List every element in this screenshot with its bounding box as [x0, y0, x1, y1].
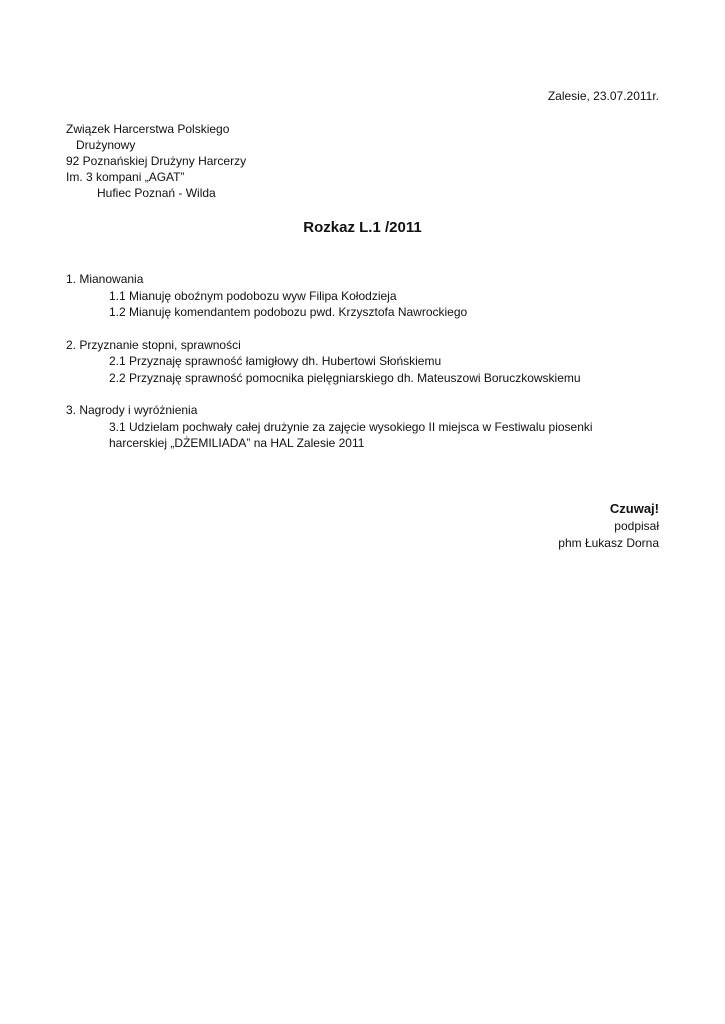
signed-label: podpisał — [614, 519, 659, 533]
sender-line: 92 Poznańskiej Drużyny Harcerzy — [66, 154, 247, 168]
closing-greeting: Czuwaj! — [609, 501, 659, 516]
section-item: 2.1 Przyznaję sprawność łamigłowy dh. Hubertowi Słońskiemu — [109, 354, 442, 368]
section-item: 2.2 Przyznaję sprawność pomocnika pielęgniarskiego dh. Mateuszowi Boruczkowskiemu — [109, 371, 581, 385]
section-heading: 3. Nagrody i wyróżnienia — [66, 403, 198, 417]
page-title: Rozkaz L.1 /2011 — [303, 219, 422, 236]
sender-line: Związek Harcerstwa Polskiego — [66, 122, 230, 136]
section-heading: 1. Mianowania — [66, 272, 144, 286]
section-heading: 2. Przyznanie stopni, sprawności — [66, 338, 241, 352]
section-item: 3.1 Udzielam pochwały całej drużynie za zajęcie wysokiego II miejsca w Festiwalu piosenki — [109, 420, 593, 434]
signer-name: phm Łukasz Dorna — [558, 536, 659, 550]
section-item: harcerskiej „DŻEMILIADA” na HAL Zalesie 2011 — [109, 436, 365, 450]
sender-line: Im. 3 kompani „AGAT” — [66, 170, 185, 184]
place-date: Zalesie, 23.07.2011r. — [547, 89, 659, 103]
section-item: 1.1 Mianuję oboźnym podobozu wyw Filipa Kołodzieja — [109, 289, 397, 303]
sender-line: Hufiec Poznań - Wilda — [97, 186, 216, 200]
section-item: 1.2 Mianuję komendantem podobozu pwd. Krzysztofa Nawrockiego — [109, 305, 468, 319]
sender-line: Drużynowy — [76, 138, 136, 152]
